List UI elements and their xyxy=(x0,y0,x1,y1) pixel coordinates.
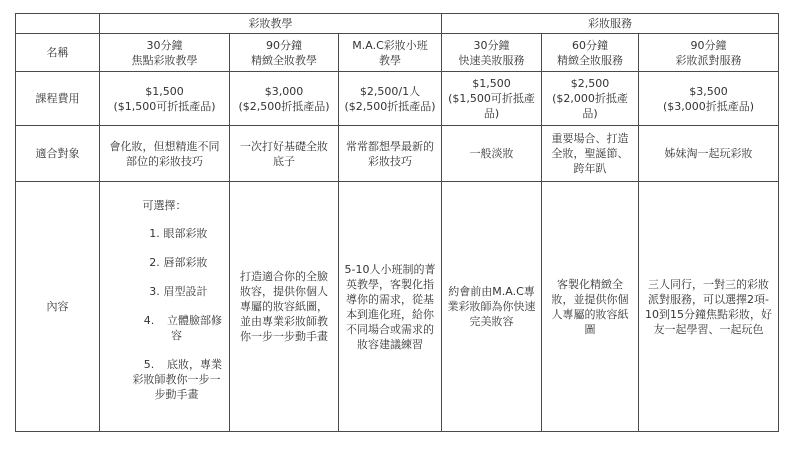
course-name-cell xyxy=(542,34,639,72)
suitable-cell: 姊妹淘一起玩彩妝 xyxy=(639,126,779,182)
price-value: $3,000 xyxy=(264,84,304,98)
row-label-content: 內容 xyxy=(16,182,100,432)
option-text: 唇部彩妝 xyxy=(163,255,208,269)
suitable-cell: 常常都想學最新的彩妝技巧 xyxy=(339,126,442,182)
name-row xyxy=(16,34,779,72)
course-duration: 30分鐘 xyxy=(473,38,510,52)
course-title: 精緻全妝服務 xyxy=(557,53,624,67)
content-text: 三人同行，一對三的彩妝派對服務，可以選擇2項- xyxy=(648,277,770,306)
course-name-cell xyxy=(442,34,542,72)
option-number: 4. xyxy=(143,313,155,327)
course-title: 彩妝派對服務 xyxy=(675,53,742,67)
course-title: 焦點彩妝教學 xyxy=(131,53,198,67)
price-note: ($1,500可折抵產品) xyxy=(113,99,216,113)
course-title: 教學 xyxy=(379,53,401,67)
group-makeup-teaching: 彩妝教學 xyxy=(100,14,442,34)
option-text: 眼部彩妝 xyxy=(163,226,208,240)
price-note: ($1,500可折抵產品) xyxy=(448,92,535,120)
content-cell: 5-10人小班制的菁英教學，客製化指導你的需求，從基本到進化班，給你不同場合或需求的妝容建議練習 xyxy=(339,182,442,432)
suitable-cell: 一般淡妝 xyxy=(442,126,542,182)
option-item xyxy=(105,255,224,270)
group-makeup-service: 彩妝服務 xyxy=(442,14,779,34)
options-intro: 可選擇： xyxy=(142,198,187,212)
content-cell-party xyxy=(639,182,779,432)
course-duration: 90分鐘 xyxy=(690,38,727,52)
price-cell xyxy=(339,72,442,126)
row-label-suitable: 適合對象 xyxy=(16,126,100,182)
price-note: ($2,500折抵產品) xyxy=(344,99,436,113)
price-cell xyxy=(442,72,542,126)
suitable-cell: 一次打好基礎全妝底子 xyxy=(230,126,339,182)
course-duration: 90分鐘 xyxy=(266,38,302,52)
price-cell xyxy=(542,72,639,126)
price-note: ($2,000折抵產品) xyxy=(552,92,628,120)
course-title: 精緻全妝教學 xyxy=(251,53,317,67)
option-number: 1. xyxy=(149,226,160,240)
price-cell xyxy=(100,72,230,126)
makeup-services-table xyxy=(15,13,779,432)
course-name-cell xyxy=(339,34,442,72)
row-label-price: 課程費用 xyxy=(16,72,100,126)
empty-corner-cell xyxy=(16,14,100,34)
content-cell-options xyxy=(100,182,230,432)
option-text: 底妝，專業彩妝師教你一步一步動手畫 xyxy=(132,357,222,401)
course-name-cell xyxy=(230,34,339,72)
course-duration: 60分鐘 xyxy=(572,38,609,52)
options-list xyxy=(105,226,224,402)
price-row xyxy=(16,72,779,126)
content-row xyxy=(16,182,779,432)
price-note: ($3,000折抵產品) xyxy=(662,99,755,113)
course-name-cell xyxy=(639,34,779,72)
price-cell xyxy=(230,72,339,126)
suitable-cell: 會化妝，但想精進不同部位的彩妝技巧 xyxy=(100,126,230,182)
price-value: $2,500/1人 xyxy=(359,84,421,98)
content-text: 10到15分鐘焦點彩妝，好友一起學習、一起玩色 xyxy=(645,307,773,336)
content-cell: 打造適合你的全臉妝容，提供你個人專屬的妝容紙圖，並由專業彩妝師教你一步一步動手畫 xyxy=(230,182,339,432)
content-cell: 約會前由M.A.C專業彩妝師為你快速完美妝容 xyxy=(442,182,542,432)
course-duration: 30分鐘 xyxy=(146,38,183,52)
row-label-name: 名稱 xyxy=(16,34,100,72)
course-name-cell xyxy=(100,34,230,72)
price-value: $1,500 xyxy=(472,77,511,90)
price-value: $3,500 xyxy=(689,84,728,98)
suitable-cell: 重要場合、打造全妝，聖誕節、跨年趴 xyxy=(542,126,639,182)
option-item xyxy=(105,313,224,343)
option-item xyxy=(105,226,224,241)
suitable-row xyxy=(16,126,779,182)
price-note: ($2,500折抵產品) xyxy=(238,99,330,113)
group-header-row xyxy=(16,14,779,34)
option-text: 立體臉部修容 xyxy=(167,313,222,342)
option-number: 3. xyxy=(149,284,160,298)
price-value: $1,500 xyxy=(145,84,184,98)
option-item xyxy=(105,357,224,402)
option-text: 眉型設計 xyxy=(163,284,208,298)
content-cell: 客製化精緻全妝，並提供你個人專屬的妝容紙圖 xyxy=(542,182,639,432)
price-value: $2,500 xyxy=(570,77,610,90)
option-item xyxy=(105,284,224,299)
option-number: 5. xyxy=(143,357,155,371)
course-title: 快速美妝服務 xyxy=(458,53,525,67)
option-number: 2. xyxy=(149,255,160,269)
price-cell xyxy=(639,72,779,126)
course-duration: M.A.C彩妝小班 xyxy=(352,38,428,52)
